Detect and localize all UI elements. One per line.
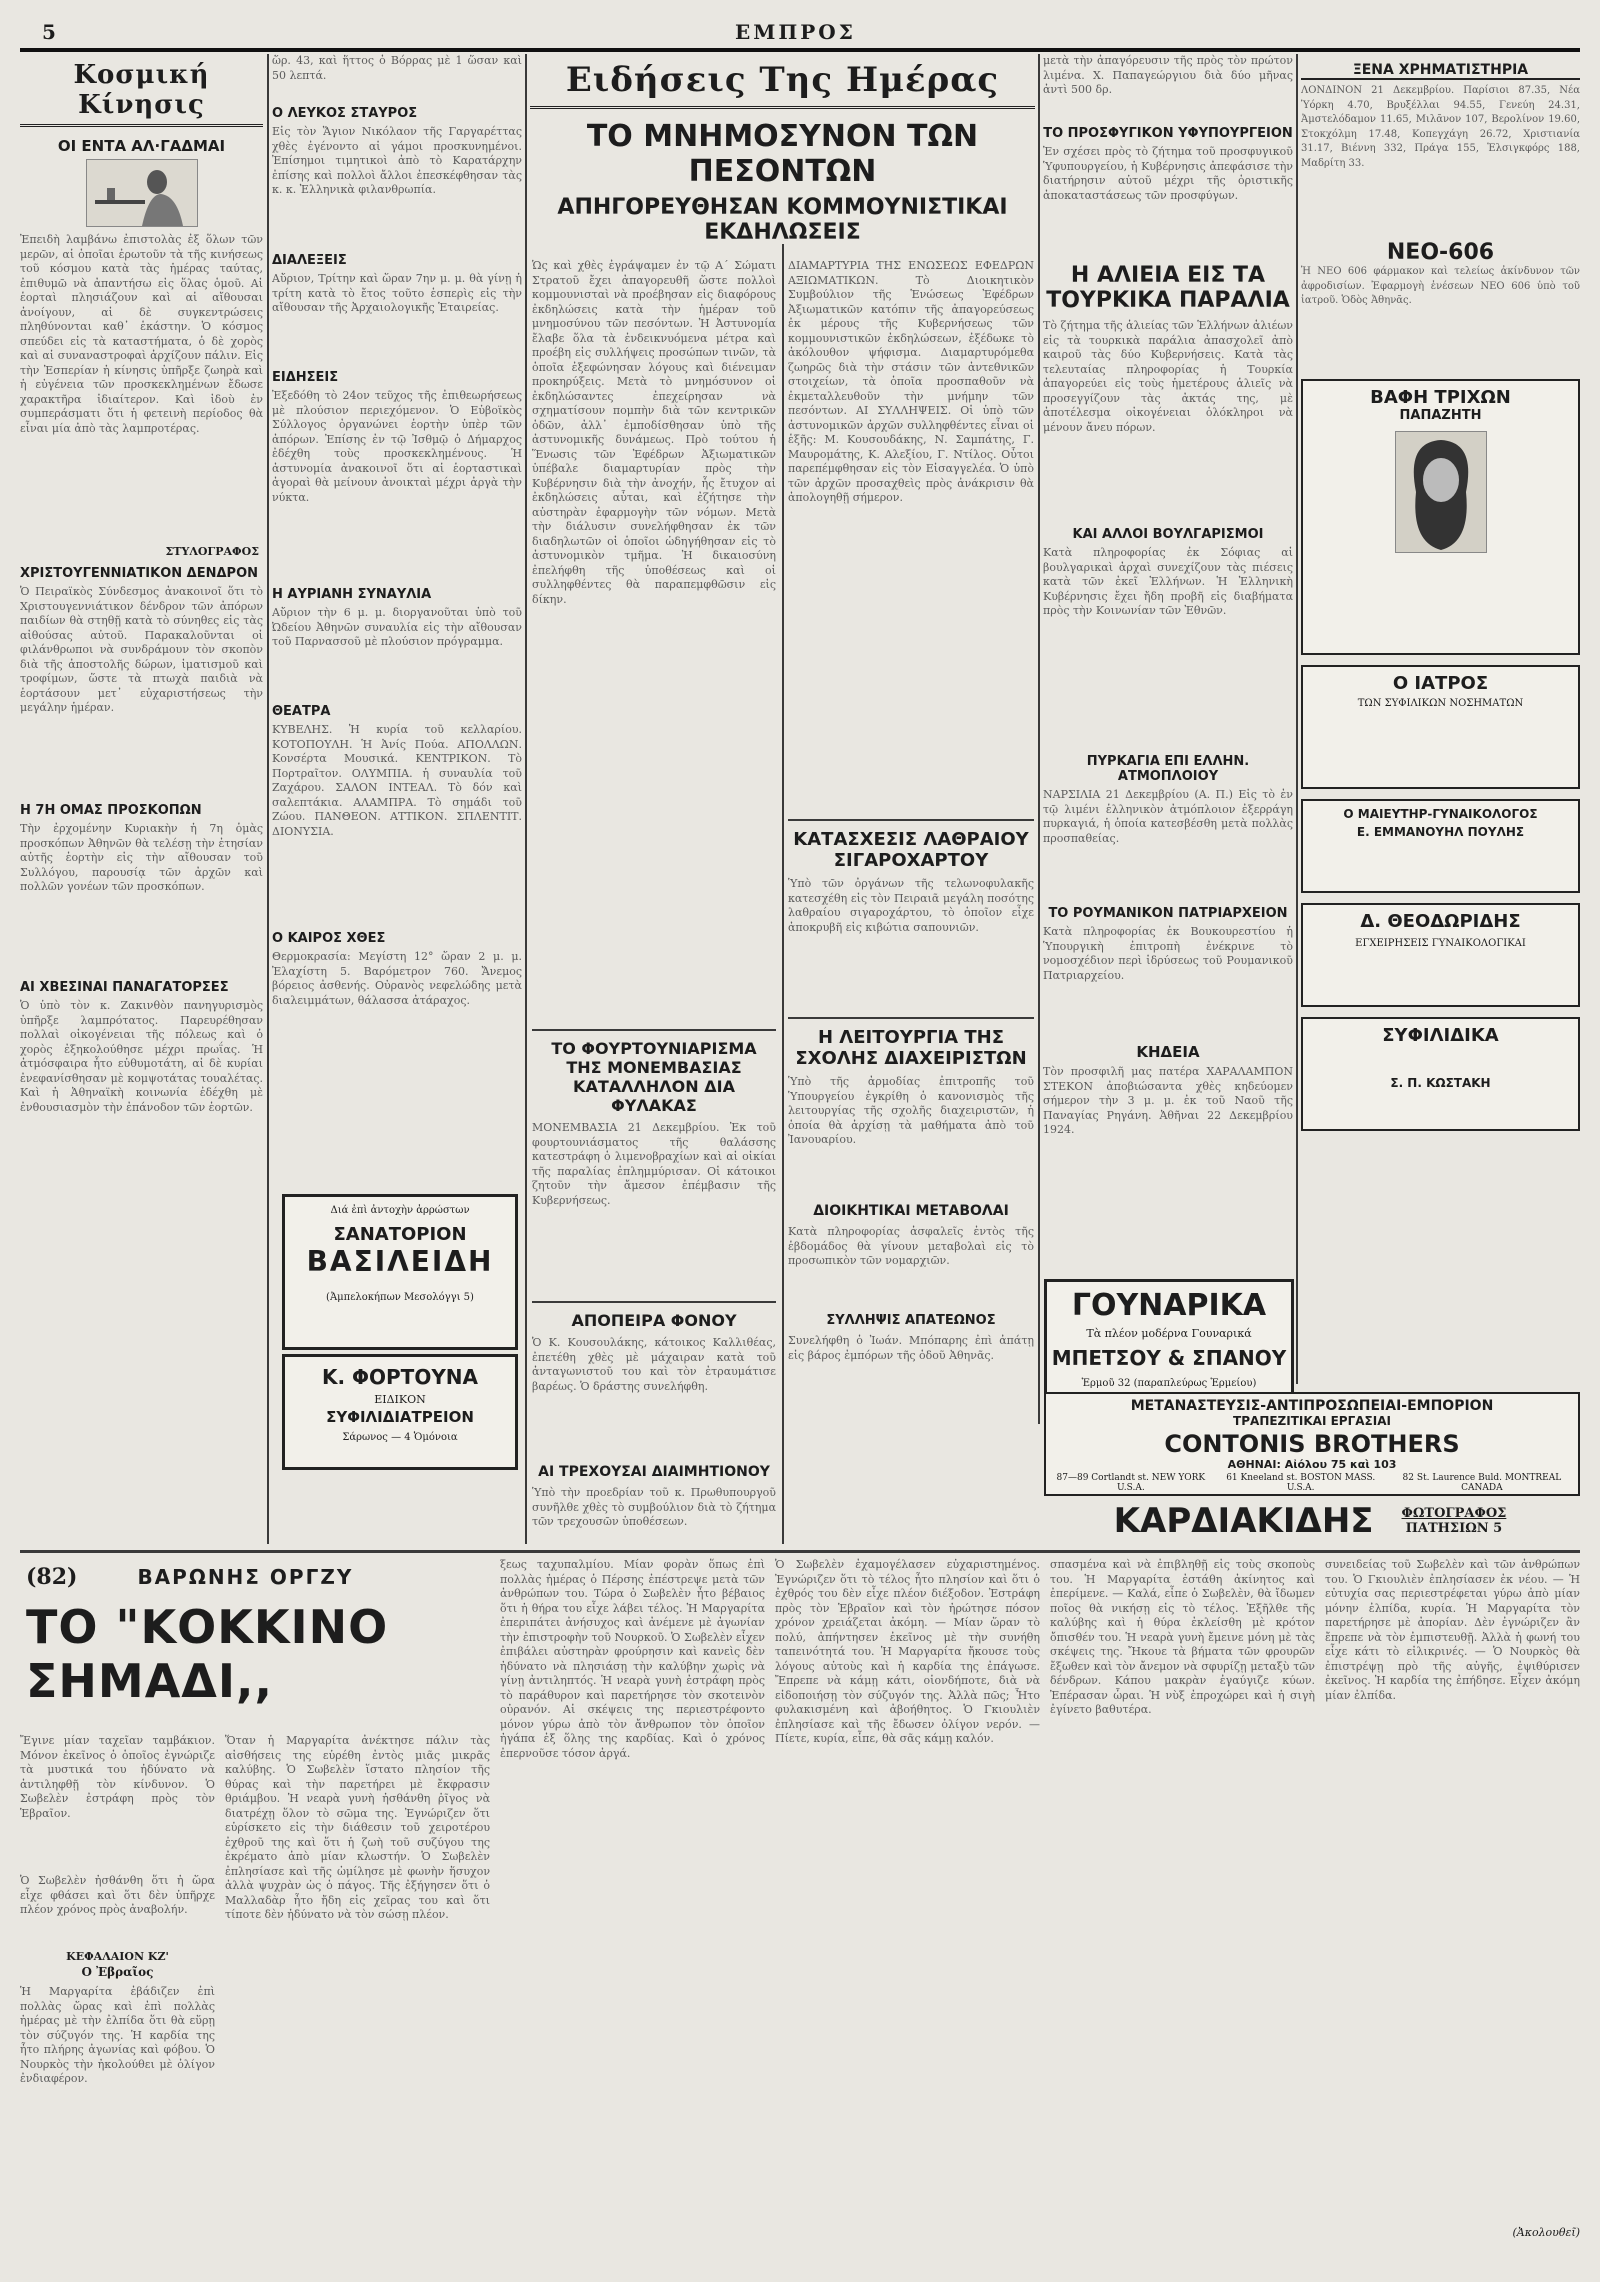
center-right-column (788, 259, 1034, 1424)
article-body: ΔΙΑΜΑΡΤΥΡΙΑ ΤΗΣ ΕΝΩΣΕΩΣ ΕΦΕΔΡΩΝ ΑΞΙΩΜΑΤΙΚΩΝ. Τὸ Διοικητικὸν Συμβούλιον τῆς Ἑνώσεως Ἐφέδρων Ἀξιωματικῶν κατόπιν τῆς ἀπαγορεύσεως ἐκ μέρους τῆς Κυβερνήσεως τῶν κομμουνιστικῶν ἐκδηλώσεων, ἐξέδωκε τὸ ἀκόλουθον ψήφισμα. Διαμαρτυρόμεθα ζωηρῶς διὰ τὴν στάσιν τῶν ἀντεθνικῶν στοιχείων, τὰ ὁποῖα προσπαθοῦν νὰ ἐκμεταλλευθοῦν τὴν μνήμην τῶν πεσόντων. ΑΙ ΣΥΛΛΗΨΕΙΣ. Οἱ ὑπὸ τῶν ἀστυνομικῶν ἀρχῶν συλληφθέντες εἶναι οἱ ἑξῆς: Μ. Κουσουδάκης, Ν. Σαμπάτης, Γ. Μαυρομάτης, Κ. Αλεξίου, Γ. Ντίλος. Οὗτοι παρεπέμφθησαν εἰς τὸν Εἰσαγγελέα. Ὁ ὑπὸ τῶν ἀρχῶν προσαχθεὶς πρὸς ἀνάκρισιν θὰ ἀπολογηθῇ σήμερον. (788, 259, 1034, 504)
serial-col-4: Ὁ Σωβελὲν ἐχαμογέλασεν εὐχαριστημένος. Ἐγνώριζεν ὅτι τὸ τέλος ἦτο πλησίον καὶ ὅτι ὁ ἐχθρός του δὲν εἶχε πλέον διέξοδον. Ἐστράφη πρὸς τὸν Ἑβραῖον καὶ τὸν ἠρώτησε πόσον χρόνον χρειάζεται ἀκόμη. — Μίαν ὥραν τὸ πολύ, ἀπήντησεν ἐκεῖνος μὲ τὴν συνήθη ταπεινότητά του. Ἡ Μαργαρίτα ἤκουσε τοὺς λόγους αὐτοὺς καὶ ἡ καρδία της ἐπάγωσε. Ἔπρεπε νὰ κάμῃ κάτι, οἱονδήποτε, διὰ νὰ εἰδοποιήσῃ τὸν σύζυγόν της. Ἀλλὰ πῶς; Ἦτο φυλακισμένη καὶ ἀβοήθητος. Ὁ Γκιουλιὲν ἐπλησίασε καὶ τῆς ἔδωσεν ὀλίγον νερόν. — Πίετε, κυρία, εἶπε, θὰ σᾶς κάμῃ καλόν. (775, 1558, 1040, 1745)
article-body: Ἐξεδόθη τὸ 24ον τεῦχος τῆς ἐπιθεωρήσεως μὲ πλούσιον περιεχόμενον. Ὁ Εὐβοϊκὸς Σύλλογος ὀργανώνει ἑορτὴν ὑπὲρ τῶν ἀπόρων. Ἐπίσης ἐν τῷ Ἰσθμῷ ὁ Δήμαρχος ἐδέχθη τοὺς προσκεκλημένους. Ἡ ἀστυνομία ἀνακοινοῖ ὅτι αἱ ἑορταστικαὶ ἀγοραὶ θὰ μείνουν ἀνοικταὶ μέχρι ἀργὰ τὴν νύκτα. (272, 389, 522, 504)
fortouna-clinic-ad: Κ. ΦΟΡΤΟΥΝΑ ΕΙΔΙΚΟΝ ΣΥΦΙΛΙΔΙΑΤΡΕΙΟΝ Σάρωνος — 4 Ὁμόνοια (282, 1354, 518, 1470)
article-title: ΠΥΡΚΑΓΙΑ ΕΠΙ ΕΛΛΗΝ. ΑΤΜΟΠΛΟΙΟΥ (1086, 754, 1250, 784)
masthead (20, 14, 1580, 52)
article-title: ΑΠΟΠΕΙΡΑ ΦΟΝΟΥ (571, 1311, 737, 1330)
article-body: Κατὰ πληροφορίας ἐκ Σόφιας αἱ βουλγαρικαὶ ἀρχαὶ συνεχίζουν τὰς πιέσεις κατὰ τῶν ἐκεῖ Ἑλλήνων. Ἡ Ἑλληνικὴ Κυβέρνησις ἔχει ἤδη προβῆ εἰς διαβήματα πρὸς τὴν Κοινωνίαν τῶν Ἐθνῶν. (1043, 546, 1293, 617)
article-body: Ὡς καὶ χθὲς ἐγράψαμεν ἐν τῷ Α΄ Σώματι Στρατοῦ ἔχει ἀπαγορευθῆ ὥστε πολλοὶ κομμουνισταὶ νὰ προέβησαν εἰς διαφόρους ἐκδηλώσεις κατὰ τὴν ἡμέραν τοῦ μνημοσύνου τῶν πεσόντων. Ἡ Ἀστυνομία ἔλαβε ὅλα τὰ ἐνδεικνυόμενα μέτρα καὶ προέβη εἰς συλλήψεις προσώπων τινῶν, τὰ ὁποῖα ἐξεφώνησαν λόγους καὶ διένειμαν προκηρύξεις. Μετὰ τὸ μνημόσυνον οἱ ἐκδηλώσαντες ἐπεχείρησαν νὰ σχηματίσουν πομπὴν διὰ τῶν κεντρικῶν ὁδῶν, ἀλλ᾽ ἐμποδίσθησαν ὑπὸ τῆς ἀστυνομικῆς δυνάμεως. Πρὸ τούτου ἡ Ἕνωσις τῶν Ἐφέδρων Ἀξιωματικῶν ὑπέβαλε διαμαρτυρίαν πρὸς τὴν Κυβέρνησιν διὰ τὴν ἀνοχήν, ἧς ἔτυχον αἱ ἐκδηλώσεις αὗται, καὶ ἐζήτησε τὴν αὐστηρὰν ἐφαρμογὴν τῶν νόμων. Μετὰ τὴν διάλυσιν συνελήφθησαν ἐκ τῶν διαδηλωτῶν οἱ ὁποῖοι ὡδηγήθησαν εἰς τὸ ἀστυνομικὸν τμῆμα. Ἡ δικαιοσύνη ἐπελήφθη τῆς ὑποθέσεως καὶ οἱ συλληφθέντες θὰ παραπεμφθῶσιν εἰς δίκην. (532, 259, 776, 606)
article-body: Εἰς τὸν Ἅγιον Νικόλαον τῆς Γαργαρέττας χθὲς ἐγένοντο αἱ γάμοι προσκυνημένοι. Ἐπίσημοι τιμητικοὶ ἀπὸ τὸ Καρατάρχην ἐπίσης καὶ πολλοὶ ἄλλοι ἐπεσκέφθησαν τὰς κ. κ. Ἑλληνικὰ φιλανθρωπία. (272, 125, 522, 196)
serial-col-2: Ὅταν ἡ Μαργαρίτα ἀνέκτησε πάλιν τὰς αἰσθήσεις της εὑρέθη ἐντὸς μιᾶς μικρᾶς καλύβης. Ὁ Σωβελὲν ἵστατο πλησίον τῆς θύρας καὶ τὴν παρετήρει μὲ ἔκφρασιν θριάμβου. Ἡ νεαρὰ γυνὴ ἠσθάνθη ῥῖγος νὰ διατρέχῃ ὅλον τὸ σῶμα της. Ἐγνώριζεν ὅτι εὑρίσκετο εἰς τὴν διάθεσιν τοῦ χειροτέρου ἐχθροῦ της καὶ ὅτι ἡ ζωὴ τοῦ συζύγου της ἐκρέματο ἀπὸ μίαν κλωστήν. Ὁ Σωβελὲν ἐπλησίασε καὶ τῆς ὡμίλησε μὲ φωνὴν ἥσυχον ἀλλὰ ψυχρὰν ὡς ὁ πάγος. Τῆς ἐξήγησεν ὅτι ὁ Μαλλαδὰρ ἦτο ἤδη εἰς χεῖρας του καὶ ὅτι τίποτε δὲν ἠδύνατο νὰ τὸν σώσῃ πλέον. (225, 1734, 490, 1921)
column-four: μετὰ τὴν ἀπαγόρευσιν τῆς πρὸς τὸν πρώτον λιμένα. Χ. Παπαγεώργιου διὰ δύο μῆνας ἀντὶ 500 δρ. ΤΟ ΠΡΟΣΦΥΓΙΚΟΝ ΥΦΥΠΟΥΡΓΕΙΟΝ Ἐν σχέσει πρὸς τὸ ζήτημα τοῦ προσφυγικοῦ Ὑφυπουργείου, ἡ Κυβέρνησις ἀπεφάσισε τὴν διατήρησιν αὐτοῦ μέχρι τῆς ὁριστικῆς ἀποκαταστάσεως τῶν προσφύγων. Η ΑΛΙΕΙΑ ΕΙΣ ΤΑ ΤΟΥΡΚΙΚΑ ΠΑΡΑΛΙΑ Τὸ ζήτημα τῆς ἁλιείας τῶν Ἑλλήνων ἁλιέων εἰς τὰ τουρκικὰ παράλια ἀπασχολεῖ ἀπὸ καιροῦ τὰς δύο Κυβερνήσεις. Κατὰ τὰς τελευταίας πληροφορίας ἡ Τουρκία ἀπαγορεύει εἰς τοὺς ἡμετέρους ἁλιεῖς νὰ προσεγγίζουν τὰς ἀκτάς της, μὲ ἀποτέλεσμα οἰκογένειαι ὁλόκληροι νὰ μένουν ἄνευ πόρων. ΚΑΙ ΑΛΛΟΙ ΒΟΥΛΓΑΡΙΣΜΟΙ Κατὰ πληροφορίας ἐκ Σόφιας αἱ βουλγαρικαὶ ἀρχαὶ συνεχίζουν τὰς πιέσεις κατὰ τῶν ἐκεῖ Ἑλλήνων. Ἡ Ἑλληνικὴ Κυβέρνησις ἔχει ἤδη προβῆ εἰς διαβήματα πρὸς τὴν Κοινωνίαν τῶν Ἐθνῶν. ΠΥΡΚΑΓΙΑ ΕΠΙ ΕΛΛΗΝ. ΑΤΜΟΠΛΟΙΟΥ ΝΑΡΣΙΛΙΑ 21 Δεκεμβρίου (Α. Π.) Εἰς τὸ ἐν τῷ λιμένι ἑλληνικὸν ἀτμόπλοιον ἐξερράγη πυρκαγιά, ἡ ὁποία κατεσβέσθη μετὰ πολλὰς προσπαθείας. ΤΟ ΡΟΥΜΑΝΙΚΟΝ ΠΑΤΡΙΑΡΧΕΙΟΝ Κατὰ πληροφορίας ἐκ Βουκουρεστίου ἡ Ὑπουργικὴ ἐπιτροπὴ ἐνέκρινε τὸ νομοσχέδιον περὶ ἱδρύσεως τοῦ Ρουμανικοῦ Πατριαρχείου. ΚΗΔΕΙΑ Τὸν προσφιλῆ μας πατέρα ΧΑΡΑΛΑΜΠΟΝ ΣΤΕΚΟΝ ἀποβιώσαντα χθὲς κηδεύομεν σήμερον τὴν 3 μ. μ. ἐκ τοῦ Ναοῦ τῆς Παναγίας Ρηγάνη. Ἀθῆναι 22 Δεκεμβρίου 1924. (1043, 54, 1293, 1274)
article-body: Αὔριον, Τρίτην καὶ ὥραν 7ην μ. μ. θὰ γίνῃ ἡ τρίτη κατὰ τὸ ἔτος τοῦτο ἑσπερὶς εἰς τὴν αἴθουσαν τῆς Ἀρχαιολογικῆς Ἑταιρείας. (272, 272, 522, 314)
article-body: Τὸν προσφιλῆ μας πατέρα ΧΑΡΑΛΑΜΠΟΝ ΣΤΕΚΟΝ ἀποβιώσαντα χθὲς κηδεύομεν σήμερον τὴν 3 μ. μ. ἐκ τοῦ Ναοῦ τῆς Παναγίας Ρηγάνη. Ἀθῆναι 22 Δεκεμβρίου 1924. (1043, 1065, 1293, 1136)
article-title: ΧΡΙΣΤΟΥΓΕΝΝΙΑΤΙΚΟΝ ΔΕΝΔΡΟΝ (20, 566, 258, 581)
article-body: Αὔριον τὴν 6 μ. μ. διοργανοῦται ὑπὸ τοῦ Ὠδείου Ἀθηνῶν συναυλία εἰς τὴν αἴθουσαν τοῦ Παρνασσοῦ μὲ πλούσιον πρόγραμμα. (272, 606, 522, 648)
ny-office: 87—89 Cortlandt st. NEW YORK U.S.A. (1056, 1473, 1206, 1493)
article-title: ΣΥΛΛΗΨΙΣ ΑΠΑΤΕΩΝΟΣ (826, 1313, 996, 1328)
boston-office: 61 Kneeland st. BOSTON MASS. U.S.A. (1226, 1473, 1376, 1493)
article-body: Ὁ Κ. Κουσουλάκης, κάτοικος Καλλιθέας, ἐπετέθη χθὲς μὲ μάχαιραν κατὰ τοῦ ἀνταγωνιστοῦ του καὶ τὸν ἐτραυμάτισε βαρέως. Ὁ δράστης συνελήφθη. (532, 1336, 776, 1393)
paper-name: ΕΜΠΡΟΣ (735, 20, 856, 44)
article-body: Ὑπὸ τῶν ὀργάνων τῆς τελωνοφυλακῆς κατεσχέθη εἰς τὸν Πειραιᾶ μεγάλη ποσότης λαθραίου σιγαροχάρτου, τὸ ὁποῖον εἶχε ἀποκρυβῆ εἰς κιβώτια σαπουνιῶν. (788, 877, 1034, 934)
article-body: Κατὰ πληροφορίας ἀσφαλεῖς ἐντὸς τῆς ἑβδομάδος θὰ γίνουν μεταβολαὶ εἰς τὸ προσωπικὸν τῶν νομαρχιῶν. (788, 1225, 1034, 1267)
article-title: ΟΙ ΕΝΤΑ ΑΛ·ΓΑΔΜΑΙ (57, 137, 226, 155)
center-left-column (532, 259, 776, 1544)
sub-headline-2 (530, 253, 1035, 254)
article-body: Ἡ ΝΕΟ 606 φάρμακον καὶ τελείως ἀκίνδυνον τῶν ἀφροδισίων. Ἐφαρμογὴ ἐνέσεων ΝΕΟ 606 ὑπὸ τοῦ ἰατροῦ. Ὁδὸς Ἀθηνᾶς. (1301, 266, 1580, 306)
column-news-misc: ὥρ. 43, καὶ ἥττος ὁ Βόρρας μὲ 1 ὥσαν καὶ 50 λεπτά. Ο ΛΕΥΚΟΣ ΣΤΑΥΡΟΣ Εἰς τὸν Ἅγιον Νικόλαον τῆς Γαργαρέττας χθὲς ἐγένοντο αἱ γάμοι προσκυνημένοι. Ἐπίσημοι τιμητικοὶ ἀπὸ τὸ Καρατάρχην ἐπίσης καὶ πολλοὶ ἄλλοι ἐπεσκέφθησαν τὰς κ. κ. Ἑλληνικὰ φιλανθρωπία. ΔΙΑΛΕΞΕΙΣ Αὔριον, Τρίτην καὶ ὥραν 7ην μ. μ. θὰ γίνῃ ἡ τρίτη κατὰ τὸ ἔτος τοῦτο ἑσπερὶς εἰς τὴν αἴθουσαν τῆς Ἀρχαιολογικῆς Ἑταιρείας. ΕΙΔΗΣΕΙΣ Ἐξεδόθη τὸ 24ον τεῦχος τῆς ἐπιθεωρήσεως μὲ πλούσιον περιεχόμενον. Ὁ Εὐβοϊκὸς Σύλλογος ὀργανώνει ἑορτὴν ὑπὲρ τῶν ἀπόρων. Ἐπίσης ἐν τῷ Ἰσθμῷ ὁ Δήμαρχος ἐδέχθη τοὺς προσκεκλημένους. Ἡ ἀστυνομία ἀνακοινοῖ ὅτι αἱ ἑορταστικαὶ ἀγοραὶ θὰ μείνουν ἀνοικταὶ μέχρι ἀργὰ τὴν νύκτα. Η ΑΥΡΙΑΝΗ ΣΥΝΑΥΛΙΑ Αὔριον τὴν 6 μ. μ. διοργανοῦται ὑπὸ τοῦ Ὠδείου Ἀθηνῶν συναυλία εἰς τὴν αἴθουσαν τοῦ Παρνασσοῦ μὲ πλούσιον πρόγραμμα. ΘΕΑΤΡΑ ΚΥΒΕΛΗΣ. Ἡ κυρία τοῦ κελλαρίου. ΚΟΤΟΠΟΥΛΗ. Ἡ Ἀνίς Πούα. ΑΠΟΛΛΩΝ. Κονσέρτα Μουσικά. ΚΕΝΤΡΙΚΟΝ. Τὸ Πορτραῖτον. ΟΛΥΜΠΙΑ. ἡ συναυλία τοῦ Ζαχάρου. ΣΑΛΟΝ ΙΝΤΕΑΛ. Τὸ δόν καὶ σαλεπτάκια. ΑΛΑΜΠΡΑ. Τὸ σημάδι τοῦ Ζώου. ΠΑΝΘΕΟΝ. ΑΤΤΙΚΟΝ. ΣΠΛΕΝΤΙΤ. ΔΙΟΝΥΣΙΑ. Ο ΚΑΙΡΟΣ ΧΘΕΣ Θερμοκρασία: Μεγίστη 12° ὥραν 2 μ. μ. Ἐλαχίστη 5. Βαρόμετρον 760. Ἄνεμος βόρειος ἀσθενής. Οὐρανὸς νεφελώδης μετὰ διαλειμμάτων, θάλασσα ἀτάραχος. (272, 54, 522, 1544)
article-body: Ἐπειδὴ λαμβάνω ἐπιστολὰς ἐξ ὅλων τῶν μερῶν, αἱ ὁποῖαι ἐρωτοῦν τὰ τῆς κινήσεως τοῦ κόσμου κατὰ τὰς ἡμέρας ταύτας, ἐπιθυμῶ νὰ ἀπαντήσω εἰς ὅλας ὁμοῦ. Αἱ ἑορταὶ πλησιάζουν καὶ αἱ αἴθουσαι ἀνοίγουν, αἱ δὲ συγκεντρώσεις πληθύνονται καθ᾽ ἑκάστην. Ὁ κόσμος σπεύδει εἰς τὰ καταστήματα, ὁ δὲ χορὸς καὶ αἱ συναναστροφαὶ ἀρχίζουν πάλιν. Εἰς τὴν Ἐσπερίαν ἡ κίνησις ὑπῆρξε ζωηρὰ καὶ ἡ εὐγένεια τῶν προσκεκλημένων ἔδωσε χαρακτῆρα ἰδιαίτερον. Καὶ ἰδοὺ ἐν συμπεράσματι ὅτι ἡ φετεινὴ περίοδος θὰ εἶναι μία ἀπὸ τὰς λαμπροτέρας. (20, 233, 263, 435)
article-body: Κατὰ πληροφορίας ἐκ Βουκουρεστίου ἡ Ὑπουργικὴ ἐπιτροπὴ ἐνέκρινε τὸ νομοσχέδιον περὶ ἱδρύσεως τοῦ Ρουμανικοῦ Πατριαρχείου. (1043, 925, 1293, 982)
article-body: Τὴν ἐρχομένην Κυριακὴν ἡ 7η ὁμὰς προσκόπων Ἀθηνῶν θὰ τελέσῃ τὴν ἐτησίαν αὐτῆς ἑορτὴν εἰς τὴν αἴθουσαν τοῦ Συλλόγου, παρουσίᾳ τῶν ἀρχῶν καὶ πολλῶν γονέων τῶν προσκόπων. (20, 822, 263, 893)
article-body: Συνελήφθη ὁ Ἰωάν. Μπόπαρης ἐπὶ ἀπάτῃ εἰς βάρος ἐμπόρων τῆς ὁδοῦ Ἀθηνᾶς. (788, 1334, 1034, 1362)
article-title: Η 7Η ΟΜΑΣ ΠΡΟΣΚΟΠΩΝ (20, 803, 202, 818)
article-body: Ὑπὸ τὴν προεδρίαν τοῦ κ. Πρωθυπουργοῦ συνῆλθε χθὲς τὸ συμβούλιον διὰ τὸ ζήτημα τῶν τρεχουσῶν ὑποθέσεων. (532, 1486, 776, 1528)
chapter-title: Ο Ἐβραῖος (81, 1965, 154, 1979)
article-title: ΔΙΑΛΕΞΕΙΣ (272, 253, 347, 268)
article-title: ΝΕΟ-606 (1386, 240, 1495, 265)
doctor-ad: Ο ΙΑΤΡΟΣ ΤΩΝ ΣΥΦΙΛΙΚΩΝ ΝΟΣΗΜΑΤΩΝ (1301, 665, 1580, 789)
article-body: Ὁ ὑπὸ τὸν κ. Ζακινθὸν πανηγυρισμὸς ὑπῆρξε λαμπρότατος. Παρευρέθησαν πολλαὶ οἰκογένειαι τῆς πόλεως καὶ ὁ χορὸς ἐξηκολούθησε μέχρι πρωΐας. Ἡ ἀτμόσφαιρα ἦτο εὐθυμοτάτη, αἱ δὲ κυρίαι ἐνεφανίσθησαν μὲ κομψοτάτας τουαλέτας. Καὶ ἡ Ἀθηναϊκὴ κοινωνία ἐδέχθη μὲ ἐνθουσιασμὸν τὴν ἐπάνοδον τῶν ἑορτῶν. (20, 999, 263, 1114)
column-rule (1296, 54, 1298, 1384)
article-body: Ὁ Πειραϊκὸς Σύνδεσμος ἀνακοινοῖ ὅτι τὸ Χριστουγεννιάτικον δένδρον τῶν ἀπόρων παιδίων θὰ στηθῇ κατὰ τὸ σύνηθες εἰς τὰς αἰθούσας αὐτοῦ. Παρακαλοῦνται οἱ φιλάνθρωποι νὰ συνδράμουν τὸν σκοπὸν διὰ τῆς ἀποστολῆς δώρων, ἱματισμοῦ καὶ τροφίμων, ὥστε τὰ πτωχὰ παιδιὰ νὰ ἑορτάσουν μετ᾽ εὐχαριστήσεως τὴν μεγάλην ἡμέραν. (20, 585, 263, 714)
sanatorium-ad: Διά ἐπὶ ἀντοχὴν ἀρρώστων ΣΑΝΑΤΟΡΙΟΝ ΒΑΣΙΛΕΙΔΗ (Ἀμπελοκήπων Μεσολόγγι 5) (282, 1194, 518, 1350)
serial-col-1: Ἔγινε μίαν ταχεῖαν ταμβάκιον. Μόνον ἐκεῖνος ὁ ὁποῖος ἐγνώριζε τὰ μυστικά του ἠδύνατο νὰ ἀντιληφθῇ τὸν κίνδυνον. Ὁ Σωβελὲν ἐστράφη πρὸς τὸν Ἑβραῖον. Ὁ Σωβελὲν ἠσθάνθη ὅτι ἡ ὥρα εἶχε φθάσει καὶ ὅτι δὲν ὑπῆρχε πλέον χρόνος πρὸς ἀναβολήν. ΚΕΦΑΛΑΙΟΝ ΚΖ' Ο Ἐβραῖος Ἡ Μαργαρίτα ἐβάδιζεν ἐπὶ πολλὰς ὥρας καὶ ἐπὶ πολλὰς ἡμέρας μὲ τὴν ἐλπίδα ὅτι θὰ εὕρῃ τὸν σύζυγόν της. Ἡ καρδία της ἦτο πλήρης ἀγωνίας καὶ φόβου. Ὁ Νουρκὸς τὴν ἠκολούθει μὲ ὀλίγον ἐνδιαφέρον. (20, 1734, 215, 2085)
article-body: ΝΑΡΣΙΛΙΑ 21 Δεκεμβρίου (Α. Π.) Εἰς τὸ ἐν τῷ λιμένι ἑλληνικὸν ἀτμόπλοιον ἐξερράγη πυρκαγιά, ἡ ὁποία κατεσβέσθη μετὰ πολλὰς προσπαθείας. (1043, 788, 1293, 845)
serial-number: (82) (26, 1564, 78, 1590)
section-title: Κοσμική Κίνησις (20, 54, 263, 127)
column-rule (525, 54, 527, 1544)
article-title: ΑΙ ΧΒΕΣΙΝΑΙ ΠΑΝΑΓΑΤΟΡΣΕΣ (20, 980, 229, 995)
montreal-office: 82 St. Laurence Buld. MONTREAL CANADA (1402, 1473, 1562, 1493)
article-title: Η ΑΛΙΕΙΑ ΕΙΣ ΤΑ ΤΟΥΡΚΙΚΑ ΠΑΡΑΛΙΑ (1046, 263, 1290, 313)
column-society (20, 54, 263, 1544)
column-rule (267, 54, 269, 1544)
hair-dye-ad: ΒΑΦΗ ΤΡΙΧΩΝ ΠΑΠΑΖΗΤΗ (1301, 379, 1580, 655)
byline: ΣΤΥΛΟΓΡΑΦΟΣ (165, 545, 259, 558)
serial-continued: (Ἀκολουθεῖ) (1512, 2226, 1580, 2239)
column-five (1301, 54, 1580, 1384)
main-headline: ΤΟ ΜΝΗΜΟΣΥΝΟΝ ΤΩΝ ΠΕΣΟΝΤΩΝ (586, 119, 979, 189)
obstetrician-ad: Ο ΜΑΙΕΥΤΗΡ-ΓΥΝΑΙΚΟΛΟΓΟΣ Ε. ΕΜΜΑΝΟΥΗΛ ΠΟΥΛΗΣ (1301, 799, 1580, 893)
contonis-brothers-ad: ΜΕΤΑΝΑΣΤΕΥΣΙΣ-ΑΝΤΙΠΡΟΣΩΠΕΙΑΙ-ΕΜΠΟΡΙΟΝ ΤΡΑΠΕΖΙΤΙΚΑΙ ΕΡΓΑΣΙΑΙ CONTONIS BROTHERS ΑΘΗΝΑΙ: Αἰόλου 75 καὶ 103 87—89 Cortlandt st. NEW YORK U.S.A. 61 Kneeland st. BOSTON MASS. U.S.A. 82 St. Laurence Buld. MONTREAL CANADA (1044, 1392, 1580, 1496)
article-body: ΚΥΒΕΛΗΣ. Ἡ κυρία τοῦ κελλαρίου. ΚΟΤΟΠΟΥΛΗ. Ἡ Ἀνίς Πούα. ΑΠΟΛΛΩΝ. Κονσέρτα Μουσικά. ΚΕΝΤΡΙΚΟΝ. Τὸ Πορτραῖτον. ΟΛΥΜΠΙΑ. ἡ συναυλία τοῦ Ζαχάρου. ΣΑΛΟΝ ΙΝΤΕΑΛ. Τὸ δόν καὶ σαλεπτάκια. ΑΛΑΜΠΡΑ. Τὸ σημάδι τοῦ Ζώου. ΠΑΝΘΕΟΝ. ΑΤΤΙΚΟΝ. ΣΠΛΕΝΤΙΤ. ΔΙΟΝΥΣΙΑ. (272, 723, 522, 838)
serial-author: ΒΑΡΩΝΗΣ ΟΡΓΖΥ (137, 1565, 354, 1589)
article-body: Τὸ ζήτημα τῆς ἁλιείας τῶν Ἑλλήνων ἁλιέων εἰς τὰ τουρκικὰ παράλια ἀπασχολεῖ ἀπὸ καιροῦ τὰς δύο Κυβερνήσεις. Κατὰ τὰς τελευταίας πληροφορίας ἡ Τουρκία ἀπαγορεύει εἰς τοὺς ἡμετέρους ἁλιεῖς νὰ προσεγγίζουν τὰς ἀκτάς της, μὲ ἀποτέλεσμα οἰκογένειαι ὁλόκληροι νὰ μένουν ἄνευ πόρων. (1043, 319, 1293, 434)
column-rule (782, 244, 784, 1544)
article-title: ΕΙΔΗΣΕΙΣ (272, 370, 339, 385)
article-body: Ὑπὸ τῆς ἀρμοδίας ἐπιτροπῆς τοῦ Ὑπουργείου ἐγκρίθη ὁ κανονισμὸς τῆς λειτουργίας τῆς σχολῆς διαχειριστῶν, ἡ ὁποία θὰ ἀρχίσῃ τὰ μαθήματα ἀπὸ τοῦ Ἰανουαρίου. (788, 1075, 1034, 1146)
serial-col-6: συνειδείας τοῦ Σωβελὲν καὶ τῶν ἀνθρώπων του. Ὁ Γκιουλιὲν ἐπλησίασεν ἐκ νέου. — Ἡ εὐτυχία σας περιεστρέφεται γύρω ἀπὸ μίαν μόνην ἐλπίδα, κυρία. Ἡ Μαργαρίτα τὸν παρετήρησε μὲ ἀπορίαν. Δὲν ἐγνώριζεν ἂν ἔπρεπε νὰ τὸν ἐμπιστευθῇ. Ἀλλὰ ἡ φωνή του εἶχε κάτι τὸ εἰλικρινές. — Ὁ Νουρκὸς θὰ ἐπιστρέψῃ πρὸ τῆς αὐγῆς, ἐψιθύρισεν ἐκεῖνος. Ἡ καρδία της ἐπήδησε. Εἶχεν ἀκόμη μίαν ἐλπίδα. (Ἀκολουθεῖ) (1325, 1558, 1580, 2239)
article-title: ΤΟ ΠΡΟΣΦΥΓΙΚΟΝ ΥΦΥΠΟΥΡΓΕΙΟΝ (1043, 126, 1293, 141)
page-number: 5 (42, 20, 56, 44)
serial-header (20, 1558, 420, 1728)
sub-headline: ΑΠΗΓΟΡΕΥΘΗΣΑΝ ΚΟΜΜΟΥΝΙΣΤΙΚΑΙ ΕΚΔΗΛΩΣΕΙΣ (557, 195, 1008, 245)
serial-title: ΤΟ "ΚΟΚΚΙΝΟ ΣΗΜΑΔΙ,, (26, 1600, 389, 1708)
article-title: ΘΕΑΤΡΑ (272, 704, 331, 719)
article-title: ΚΑΤΑΣΧΕΣΙΣ ΛΑΘΡΑΙΟΥ ΣΙΓΑΡΟΧΑΡΤΟΥ (793, 829, 1029, 871)
kardiakidis-ad: ΚΑΡΔΙΑΚΙΔΗΣ ΦΩΤΟΓΡΑΦΟΣ ΠΑΤΗΣΙΩΝ 5 (1113, 1501, 1507, 1541)
article-title: ΤΟ ΡΟΥΜΑΝΙΚΟΝ ΠΑΤΡΙΑΡΧΕΙΟΝ (1048, 906, 1288, 921)
article-body: Ἐν σχέσει πρὸς τὸ ζήτημα τοῦ προσφυγικοῦ Ὑφυπουργείου, ἡ Κυβέρνησις ἀπεφάσισε τὴν διατήρησιν αὐτοῦ μέχρι τῆς ὁριστικῆς ἀποκαταστάσεως τῶν προσφύγων. (1043, 145, 1293, 202)
section-rule (20, 1550, 1580, 1553)
article-body: ΜΟΝΕΜΒΑΣΙΑ 21 Δεκεμβρίου. Ἐκ τοῦ φουρτουνιάσματος τῆς θαλάσσης κατεστράφη ὁ λιμενοβραχίων καὶ αἱ οἰκίαι τῆς παραλίας ἐπλημμύρισαν. Οἱ κάτοικοι ζητοῦν τὴν ἄμεσον ἐπέμβασιν τῆς Κυβερνήσεως. (532, 1121, 776, 1207)
article-title: Η ΑΥΡΙΑΝΗ ΣΥΝΑΥΛΙΑ (272, 587, 432, 602)
news-of-the-day-header (530, 54, 1035, 254)
column-rule (1038, 54, 1040, 1424)
lady-writing-illustration (86, 159, 198, 227)
article-body: Θερμοκρασία: Μεγίστη 12° ὥραν 2 μ. μ. Ἐλαχίστη 5. Βαρόμετρον 760. Ἄνεμος βόρειος ἀσθενής. Οὐρανὸς νεφελώδης μετὰ διαλειμμάτων, θάλασσα ἀτάραχος. (272, 950, 522, 1007)
serial-col-3: ξεως ταχυπαλμίου. Μίαν φορὰν ὅπως ἐπὶ πολλὰς ἡμέρας ὁ Πέρσης ἐπέστρεψε μετὰ τῶν ἀνθρώπων του. Τώρα ὁ Σωβελὲν ἦτο βέβαιος ὅτι ἡ θήρα του εἶχε λάβει τέλος. Ἡ Μαργαρίτα ἐπεριπάτει ἀνήσυχος καὶ ἀνέμενε μὲ ἀγωνίαν τὴν ἐπιστροφὴν τοῦ Νουρκοῦ. Ὁ Σωβελὲν εἶχεν ἐπιβάλει αὐστηρὰν φρούρησιν καὶ κανεὶς δὲν ἠδύνατο νὰ πλησιάσῃ τὴν καλύβην χωρὶς νὰ γίνῃ ἀντιληπτός. Ἡ νεαρὰ γυνὴ ἐστράφη πρὸς τὸ παράθυρον καὶ παρετήρησε τὸν σκοτεινὸν οὐρανόν. Αἱ σκέψεις της περιεστρέφοντο μόνον γύρω ἀπὸ τὸν ἄνθρωπον τὸν ὁποῖον ἠγάπα ἐξ ὅλης της καρδίας. Καὶ ὁ χρόνος ἐπερνοῦσε τόσον ἀργά. (500, 1558, 765, 1760)
serial-col-5: σπασμένα καὶ νὰ ἐπιβληθῇ εἰς τοὺς σκοποὺς του. Ἡ Μαργαρίτα ἐστάθη ἀκίνητος καὶ ἐπερίμενε. — Καλά, εἶπε ὁ Σωβελὲν, θὰ ἴδωμεν ποῖος θὰ νικήσῃ εἰς τὸ τέλος. Ἐξῆλθε τῆς καλύβης καὶ ἡ θύρα ἐκλείσθη μὲ κρότον ὄπισθέν του. Ἡ νεαρὰ γυνὴ ἔμεινε μόνη μὲ τὰς σκέψεις της. Ἤκουε τὰ βήματα τῶν φρουρῶν ἔξωθεν καὶ τὸν ἄνεμον νὰ σφυρίζῃ μεταξὺ τῶν δένδρων. Κάπου μακρὰν ἐγαύγιζε κύων. Ἐπέρασαν ὧραι. Ἡ νὺξ ἐπροχώρει καὶ ἡ σιγὴ ἐγίνετο βαθυτέρα. (1050, 1558, 1315, 1716)
article-title: Ο ΚΑΙΡΟΣ ΧΘΕΣ (272, 931, 386, 946)
article-title: ΚΗΔΕΙΑ (1136, 1043, 1200, 1061)
article-title: ΚΑΙ ΑΛΛΟΙ ΒΟΥΛΓΑΡΙΣΜΟΙ (1072, 527, 1264, 542)
article-title: ΞΕΝΑ ΧΡΗΜΑΤΙΣΤΗΡΙΑ (1301, 62, 1580, 80)
article-title: ΑΙ ΤΡΕΧΟΥΣΑΙ ΔΙΑΙΜΗΤΙΟΝΟΥ (538, 1464, 770, 1480)
article-title: Ο ΛΕΥΚΟΣ ΣΤΑΥΡΟΣ (272, 106, 418, 121)
article-title: ΤΟ ΦΟΥΡΤΟΥΝΙΑΡΙΣΜΑ ΤΗΣ ΜΟΝΕΜΒΑΣΙΑΣ ΚΑΤΑΛΛΗΛΟΝ ΔΙΑ ΦΥΛΑΚΑΣ (551, 1039, 757, 1115)
article-title: Η ΛΕΙΤΟΥΡΓΙΑ ΤΗΣ ΣΧΟΛΗΣ ΔΙΑΧΕΙΡΙΣΤΩΝ (795, 1027, 1027, 1069)
theodoridis-ad: Δ. ΘΕΟΔΩΡΙΔΗΣ ΕΓΧΕΙΡΗΣΕΙΣ ΓΥΝΑΙΚΟΛΟΓΙΚΑΙ (1301, 903, 1580, 1007)
newspaper-page (20, 14, 1580, 2268)
section-title: Ειδήσεις Της Ημέρας (530, 54, 1035, 109)
article-title: ΔΙΟΙΚΗΤΙΚΑΙ ΜΕΤΑΒΟΛΑΙ (813, 1203, 1009, 1219)
woman-portrait (1395, 431, 1487, 553)
syfilidika-ad: ΣΥΦΙΛΙΔΙΚΑ Σ. Π. ΚΩΣΤΑΚΗ (1301, 1017, 1580, 1131)
article-body: ΛΟΝΔΙΝΟΝ 21 Δεκεμβρίου. Παρίσιοι 87.35, Νέα Ὑόρκη 4.70, Βρυξέλλαι 94.55, Γενεύη 24.31, Ἀμστελόδαμον 11.65, Μιλᾶνον 107, Βερολίνον 19.60, Στοκχόλμη 17.48, Κοπεγχάγη 26.72, Χριστιανία 31.17, Βιέννη 332, Πράγα 155, Ἑλσιγκφόρς 188, Μαδρίτη 33. (1301, 85, 1580, 169)
chapter-number: ΚΕΦΑΛΑΙΟΝ ΚΖ' (66, 1950, 169, 1963)
gounarika-ad: ΓΟΥΝΑΡΙΚΑ Τὰ πλέον μοδέρνα Γουναρικά ΜΠΕΤΣΟΥ & ΣΠΑΝΟΥ Ἑρμοῦ 32 (παραπλεύρως Ἑρμείου) (1044, 1279, 1294, 1425)
